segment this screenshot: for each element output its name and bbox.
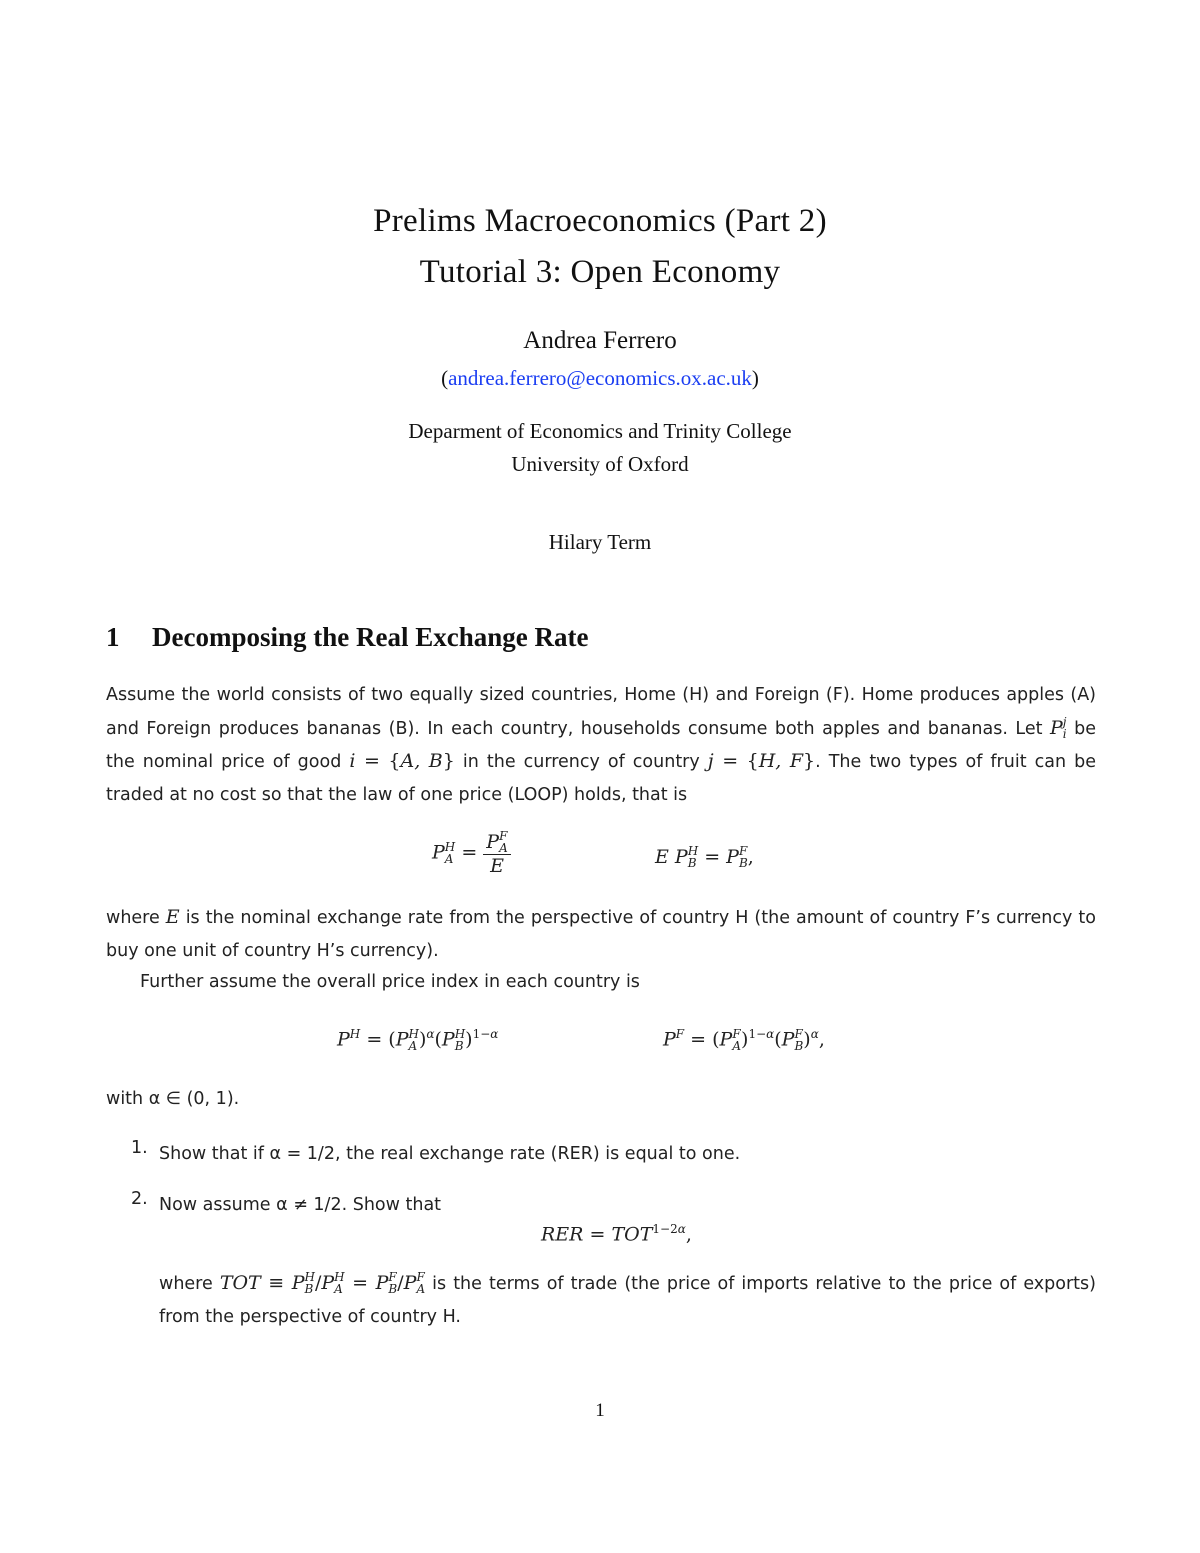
- paragraph-price-index: Further assume the overall price index in each country is: [140, 972, 640, 992]
- author-name: Andrea Ferrero: [523, 327, 677, 354]
- para1-text-d: . The two types of fruit can be traded at no cost so that the law of one price (LOOP) holds, that is: [106, 752, 1096, 805]
- equation-price-index-foreign: $P^F = (P$ F A )$^{1-\alpha}$(P F B )$^\alpha$,: [663, 1026, 825, 1053]
- list-item-2-number: 2.: [131, 1189, 148, 1209]
- para1-text-a: Assume the world consists of two equally sized countries, Home (H) and Foreign (F). Home produces apples (A) and Foreign produces bananas (B). In each country, households consume both apples and bananas. Let: [106, 685, 1096, 739]
- title-line-1: Prelims Macroeconomics (Part 2): [373, 203, 827, 239]
- paragraph-alpha-range: with α ∈ (0, 1).: [106, 1089, 240, 1109]
- math-p-i-j: P j i: [1049, 714, 1067, 741]
- math-j-set: j = {H, F}: [707, 750, 816, 772]
- author-email-line: [0, 366, 1200, 391]
- list-item-1-text: Show that if α = 1/2, the real exchange rate (RER) is equal to one.: [159, 1144, 741, 1164]
- para2-text-b: is the nominal exchange rate from the perspective of country H (the amount of country F’s currency to buy one unit of country H’s currency).: [106, 908, 1096, 961]
- equation-loop-bananas: E P H B = P F B ,: [655, 844, 754, 870]
- page-number: 1: [595, 1400, 605, 1421]
- affiliation-line-2: University of Oxford: [511, 452, 689, 476]
- math-E: E: [165, 906, 180, 928]
- email-close-paren: ): [751, 366, 759, 390]
- term: Hilary Term: [548, 530, 652, 554]
- equation-loop-apples: P H A = P F A E: [432, 830, 511, 877]
- paragraph-exchange-rate: [106, 901, 1096, 967]
- item2-text-where: where: [159, 1274, 213, 1294]
- email-open-paren: (: [441, 366, 449, 390]
- para2-text-a: where: [106, 908, 160, 928]
- author-email-link[interactable]: andrea.ferrero@economics.ox.ac.uk: [448, 366, 752, 390]
- title-line-2: Tutorial 3: Open Economy: [419, 254, 781, 290]
- para1-text-c: in the currency of country: [462, 752, 700, 772]
- section-number: 1: [106, 622, 120, 652]
- equation-rer-tot: RER = $TOT^{1-2\alpha}$,: [541, 1222, 692, 1246]
- affiliation-line-1: Deparment of Economics and Trinity College: [408, 419, 792, 443]
- item2-text-terms-of-trade: is the terms of trade (the price of imports relative to the price of exports) from the perspective of country H.: [159, 1274, 1096, 1327]
- list-item-2-text-b: [159, 1267, 1096, 1333]
- equation-price-index-home: $P^H = (P$ H A )$^\alpha$(P H B )$^{1-\alpha}$: [337, 1026, 499, 1053]
- math-tot-definition: TOT ≡ P H B /P H A = P F B /P F A: [219, 1270, 426, 1297]
- list-item-1-number: 1.: [131, 1138, 148, 1158]
- section-heading: [106, 622, 588, 653]
- para1-text-b: be the nominal price of good: [106, 718, 1096, 772]
- paragraph-intro: [106, 679, 1096, 811]
- section-title: Decomposing the Real Exchange Rate: [152, 622, 589, 652]
- list-item-2-text-a: Now assume α ≠ 1/2. Show that: [159, 1195, 442, 1215]
- math-i-set: i = {A, B}: [349, 750, 455, 772]
